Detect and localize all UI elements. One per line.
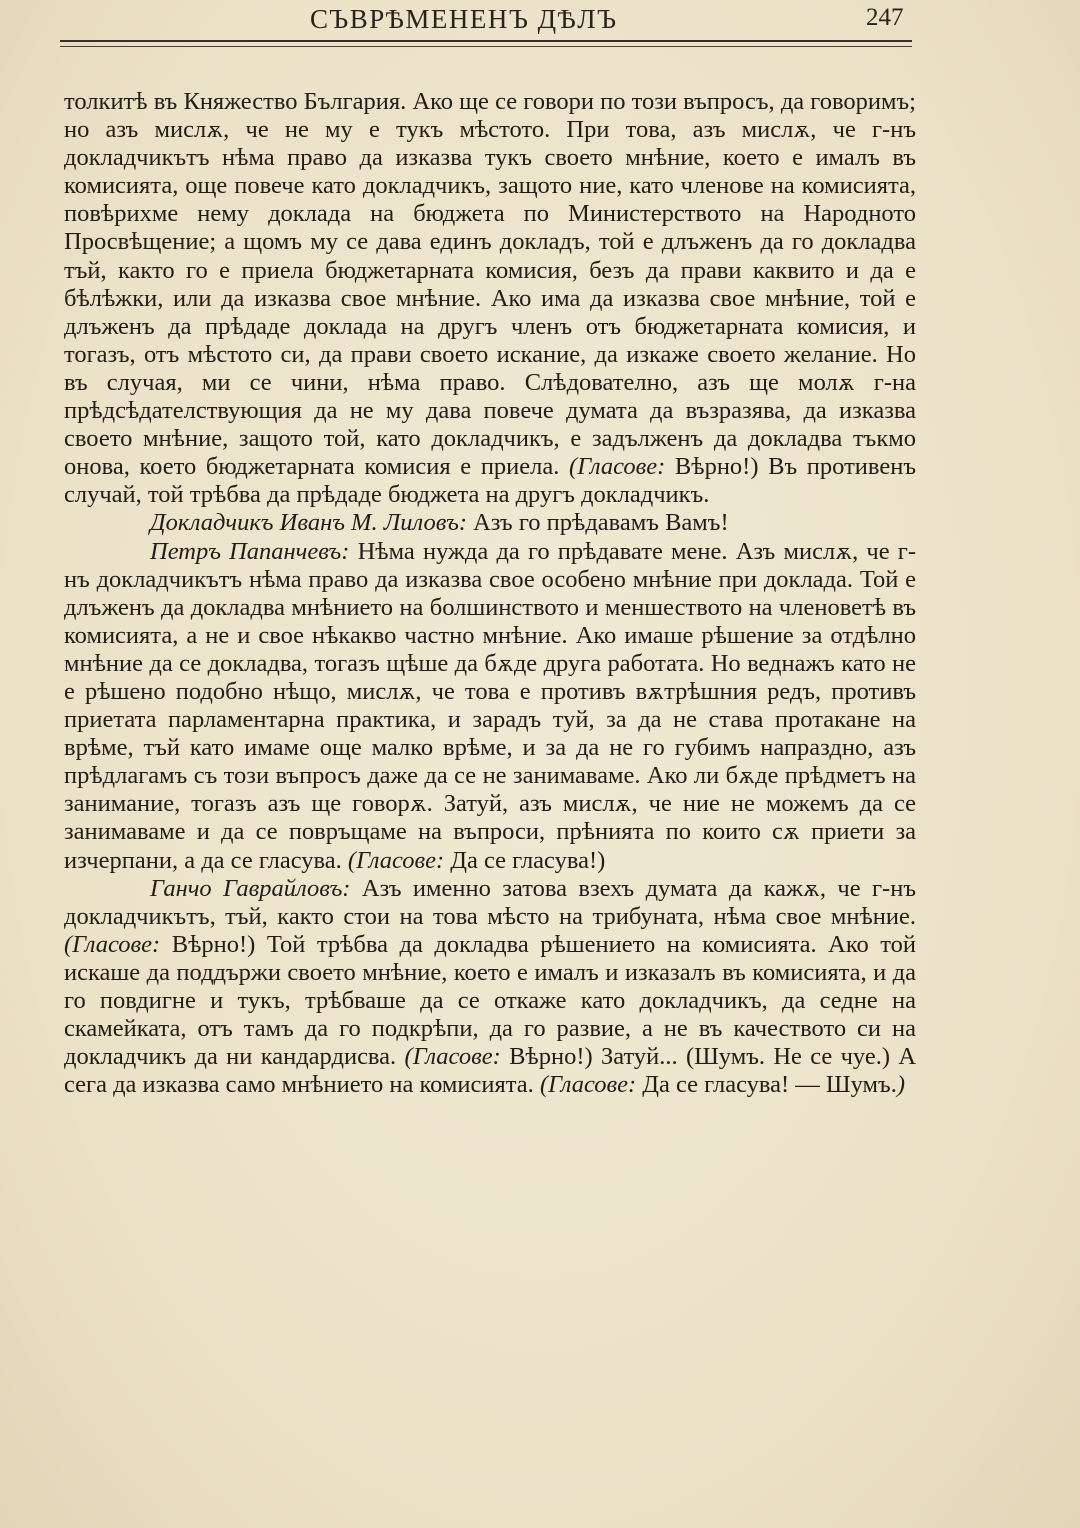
remark-label: Гласове: <box>72 930 161 958</box>
body-text <box>64 88 916 1099</box>
remark-label: Гласове: <box>577 453 666 481</box>
speaker-name: Ганчо Гаврайловъ: <box>150 874 351 902</box>
header-rule <box>60 40 912 42</box>
paragraph-1-text: толкитѣ въ Княжество България. Ако ще се говори по този въпросъ, да говоримъ; но азъ мислѫ, че не му е тукъ мѣстото. При това, азъ мислѫ, че г-нъ докладчикътъ нѣма право да изказва тукъ своето мнѣние, което е ималъ въ комисията, още повече като докладчикъ, защото ние, като членове на комисията, повѣрихме нему доклада на бюджета по Министерството на Народното Просвѣщение; а щомъ му се дава единъ докладъ, той е длъженъ да го докладва тъй, както го е приела бюджетарната комисия, безъ да прави каквито и да е бѣлѣжки, или да изказва свое мнѣние. Ако има да изказва свое мнѣние, той е длъженъ да прѣдаде доклада на другъ членъ отъ бюджетарната комисия, и тогазъ, отъ мѣстото си, да прави своето искание, да изкаже своето желание. Но въ случая, ми се чини, нѣма право. Слѣдователно, азъ ще молѫ г-на прѣдсѣдателствующия да не му дава повече думата да възразява, да изказва своето мнѣние, защото той, като докладчикъ, е задълженъ да докладва тъкмо онова, което бюджетарната комисия е приела. <box>64 88 916 481</box>
speech-text: Азъ именно затова взехъ думата да кажѫ, че г-нъ докладчикътъ, тъй, както стои на това мѣсто на трибуната, нѣма свое мнѣние. <box>64 874 916 930</box>
remark: (Гласове: <box>539 1071 637 1099</box>
page-number: 247 <box>866 4 904 31</box>
remark-text: Вѣрно! <box>509 1043 585 1071</box>
noise-note: (Шумъ. Не се чуе.) <box>685 1043 891 1071</box>
paragraph-1-end: Въ противенъ случай, той трѣбва да прѣдаде бюджета на другъ докладчикъ. <box>64 453 916 509</box>
running-head: СЪВРѢМЕНЕНЪ ДѢЛЪ <box>310 4 618 34</box>
remark-label: Гласове: <box>412 1043 501 1071</box>
remark-label: Гласове: <box>356 846 445 874</box>
speech-text: А сега да изказва само мнѣнието на комисията. <box>64 1043 917 1099</box>
remark: (Гласове: <box>569 453 666 481</box>
remark-text: Вѣрно! <box>674 453 751 481</box>
paragraph-4: Ганчо Гаврайловъ: Азъ именно затова взехъ думата да кажѫ, че г-нъ докладчикътъ, тъй, както стои на това мѣсто на трибуната, нѣма свое мнѣние. (Гласове: Вѣрно!) Той трѣбва да докладва рѣшението на комисията. Ако той искаше да поддържи своето мнѣние, което е ималъ и изказалъ въ комисията, и да го повдигне и тукъ, трѣбваше да се откаже като докладчикъ, да седне на скамейката, отъ тамъ да го подкрѣпи, да го развие, а не въ качеството си на докладчикъ да ни кандардисва. (Гласове: Вѣрно!) Затуй... (Шумъ. Не се чуе.) А сега да изказва само мнѣнието на комисията. (Гласове: Да се гласува! — Шумъ.) <box>64 874 917 1099</box>
paragraph-3: Петръ Папанчевъ: Нѣма нужда да го прѣдавате мене. Азъ мислѫ, че г-нъ докладчикътъ нѣма право да изказва свое особено мнѣние при доклада. Той е длъженъ да докладва мнѣнието на болшинството и меншеството на членоветѣ въ комисията, а не и свое нѣкакво частно мнѣние. Ако имаше рѣшение за отдѣлно мнѣние да се докладва, тогазъ щѣше да бѫде друга работата. Но веднажъ като не е рѣшено подобно нѣщо, мислѫ, че това е противъ вѫтрѣшния редъ, противъ приетата парламентарна практика, и зарадъ туй, за да не става протакане на врѣме, тъй като имаме още малко врѣме, и за да не го губимъ напраздно, азъ прѣдлагамъ съ този въпросъ даже да се не занимаваме. Ако ли бѫде прѣдметъ на занимание, тогазъ азъ ще говорѫ. Затуй, азъ мислѫ, че ние не можемъ да се занимаваме и да се повръщаме на въпроси, прѣнията по които сѫ приети за изчерпани, а да се гласува. (Гласове: Да се гласува!) <box>64 537 916 874</box>
paragraph-1: толкитѣ въ Княжество България. Ако ще се говори по този въпросъ, да говоримъ; но азъ мислѫ, че не му е тукъ мѣстото. При това, азъ мислѫ, че г-нъ докладчикътъ нѣма право да изказва тукъ своето мнѣние, което е ималъ въ комисията, още повече като докладчикъ, защото ние, като членове на комисията, повѣрихме нему доклада на бюджета по Министерството на Народното Просвѣщение; а щомъ му се дава единъ докладъ, той е длъженъ да го докладва тъй, както го е приела бюджетарната комисия, безъ да прави каквито и да е бѣлѣжки, или да изказва свое мнѣние. Ако има да изказва свое мнѣние, той е длъженъ да прѣдаде доклада на другъ членъ отъ бюджетарната комисия, и тогазъ, отъ мѣстото си, да прави своето искание, да изкаже своето желание. Но въ случая, ми се чини, нѣма право. Слѣдователно, азъ ще молѫ г-на прѣдсѣдателствующия да не му дава повече думата да възразява, да изказва своето мнѣние, защото той, като докладчикъ, е задълженъ да докладва тъкмо онова, което бюджетарната комисия е приела. (Гласове: Вѣрно!) Въ противенъ случай, той трѣбва да прѣдаде бюджета на другъ докладчикъ. <box>64 88 916 509</box>
speech-text: Той трѣбва да докладва рѣшението на комисията. Ако той искаше да поддържи своето мнѣние, което е ималъ и изказалъ въ комисията, и да го повдигне и тукъ, трѣбваше да се откаже като докладчикъ, да седне на скамейката, отъ тамъ да го подкрѣпи, да го развие, а не въ качеството си на докладчикъ да ни кандардисва. <box>64 930 916 1071</box>
header-rule-thin <box>60 46 912 47</box>
speaker-name: Докладчикъ Иванъ М. Лиловъ: <box>150 509 467 537</box>
speaker-name: Петръ Папанчевъ: <box>150 537 350 565</box>
remark: (Гласове: <box>404 1043 501 1071</box>
remark-text: Вѣрно! <box>171 930 248 958</box>
remark-label: Гласове: <box>548 1071 637 1099</box>
remark: (Гласове: <box>64 930 161 958</box>
speech-text: Азъ го прѣдавамъ Вамъ! <box>473 509 729 537</box>
remark: (Гласове: <box>347 846 445 874</box>
paragraph-2 <box>64 509 916 537</box>
speech-text: Затуй... <box>600 1043 678 1071</box>
remark-text: Да се гласува! — Шумъ. <box>642 1071 897 1099</box>
remark-text: Да се гласува! <box>450 846 598 874</box>
speech-text: Нѣма нужда да го прѣдавате мене. Азъ мислѫ, че г-нъ докладчикътъ нѣма право да изказва свое особено мнѣние при доклада. Той е длъженъ да докладва мнѣнието на болшинството и меншеството на членоветѣ въ комисията, а не и свое нѣкакво частно мнѣние. Ако имаше рѣшение за отдѣлно мнѣние да се докладва, тогазъ щѣше да бѫде друга работата. Но веднажъ като не е рѣшено подобно нѣщо, мислѫ, че това е противъ вѫтрѣшния редъ, противъ приетата парламентарна практика, и зарадъ туй, за да не става протакане на врѣме, тъй като имаме още малко врѣме, и за да не го губимъ напраздно, азъ прѣдлагамъ съ този въпросъ даже да се не занимаваме. Ако ли бѫде прѣдметъ на занимание, тогазъ азъ ще говорѫ. Затуй, азъ мислѫ, че ние не можемъ да се занимаваме и да се повръщаме на въпроси, прѣнията по които сѫ приети за изчерпани, а да се гласува. <box>64 537 916 874</box>
